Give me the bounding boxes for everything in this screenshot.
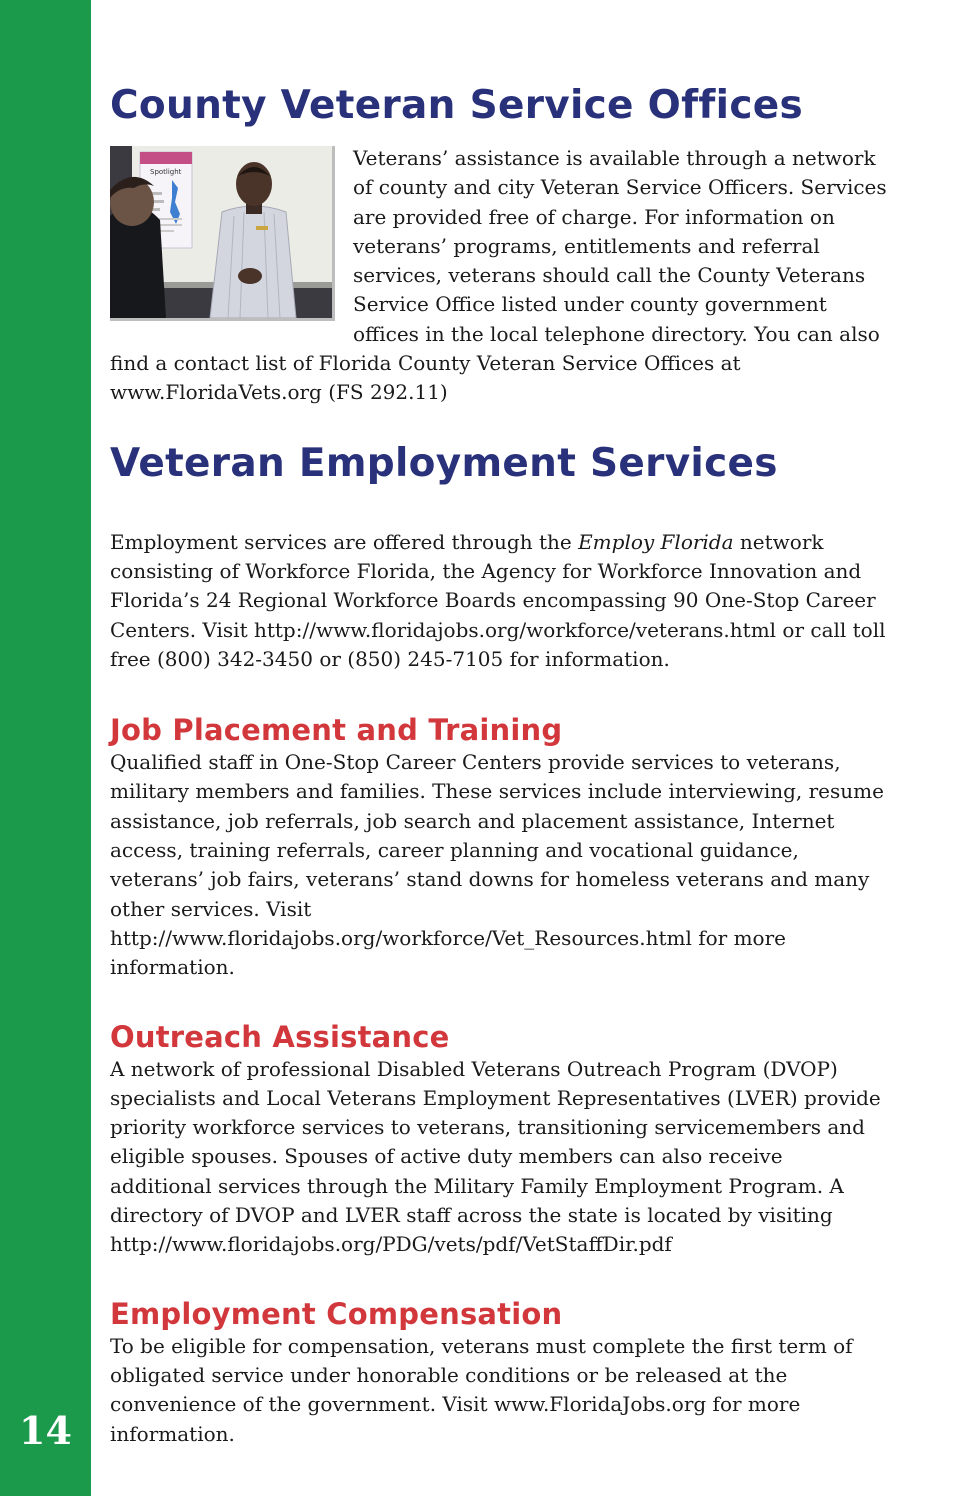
- employment-section: [110, 436, 890, 674]
- employment-heading: Veteran Employment Services: [110, 440, 778, 486]
- compensation-heading: Employment Compensation: [110, 1296, 563, 1331]
- outreach-body: A network of professional Disabled Veterans Outreach Program (DVOP) specialists and Local Veterans Employment Representatives (LVER) provide priority workforce services to veterans, transitioning servicemembers and eligible spouses. Spouses of active duty members can also receive additional services through the Military Family Employment Program. A directory of DVOP and LVER staff across the state is located by visiting http://www.floridajobs.org/PDG/vets/pdf/VetStaffDir.pdf: [110, 1056, 881, 1257]
- outreach-section: [110, 1019, 890, 1260]
- cvso-body: Veterans’ assistance is available through a network of county and city Veteran Service Officers. Services are provided free of charge. For information on veterans’ programs, entitlements and referral services, veterans should call the County Veterans Service Office listed under county government offices in the local telephone directory. You can also find a contact list of Florida County Veteran Service Offices at www.FloridaVets.org (FS 292.11): [110, 146, 887, 405]
- cvso-heading: County Veteran Service Offices: [110, 83, 804, 128]
- green-side-bar: [0, 0, 91, 1496]
- counselor-photo: [110, 146, 335, 321]
- page-number: 14: [19, 1408, 72, 1453]
- photo-illustration: [110, 146, 332, 318]
- job-placement-body: Qualified staff in One-Stop Career Centers provide services to veterans, military members and families. These services include interviewing, resume assistance, job referrals, job search and placement assistance, Internet access, training referrals, career planning and vocational guidance, veterans’ job fairs, veterans’ stand downs for homeless veterans and many other services. Visit http://www.floridajobs.org/workforce/Vet_Resources.html for more information.: [110, 750, 884, 980]
- svg-text:Spotlight: Spotlight: [150, 168, 182, 176]
- cvso-section: [110, 78, 890, 408]
- job-placement-heading: Job Placement and Training: [110, 713, 563, 748]
- employment-body: [110, 528, 890, 674]
- compensation-section: [110, 1296, 890, 1449]
- employment-body-rest: network consisting of Workforce Florida, the Agency for Workforce Innovation and Florida’s 24 Regional Workforce Boards encompassing 90 One-Stop Career Centers. Visit http://www.floridajobs.org/workforce/veterans.html or call toll free (800) 342-3450 or (850) 245-7105 for information.: [110, 529, 886, 671]
- compensation-body: To be eligible for compensation, veterans must complete the first term of obligated service under honorable conditions or be released at the convenience of the government. Visit www.FloridaJobs.org for more information.: [110, 1333, 853, 1446]
- outreach-heading: Outreach Assistance: [110, 1019, 450, 1054]
- job-placement-section: [110, 712, 890, 982]
- employ-florida-italic: Employ Florida: [578, 529, 734, 554]
- employment-body-intro: Employment services are offered through the: [110, 529, 579, 554]
- page-content: [110, 78, 890, 1449]
